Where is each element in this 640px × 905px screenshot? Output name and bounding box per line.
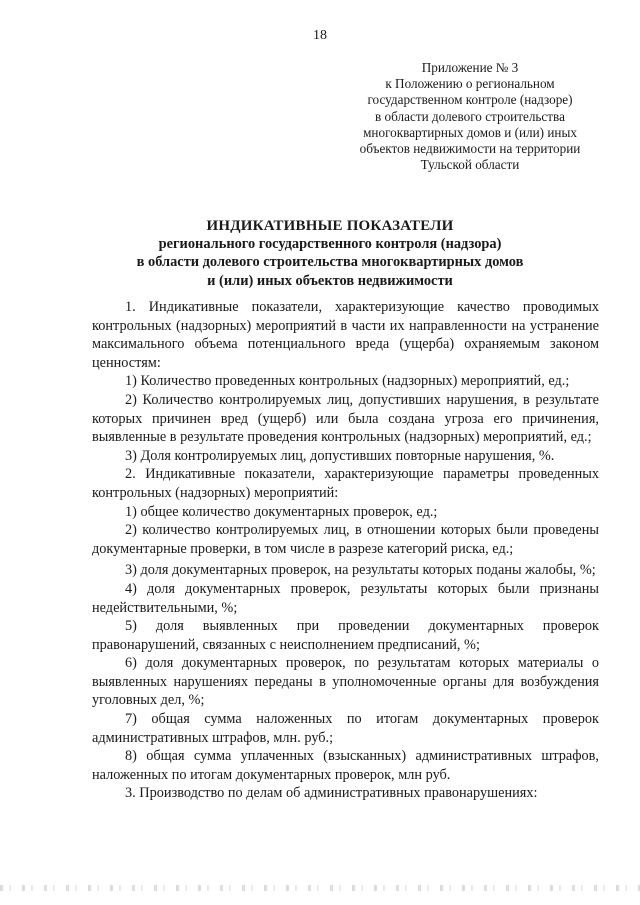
title-main: ИНДИКАТИВНЫЕ ПОКАЗАТЕЛИ [206, 218, 454, 234]
scan-artifact [0, 885, 640, 891]
page-number: 18 [313, 28, 327, 43]
section-2-item: 5) доля выявленных при проведении документарных проверок правонарушений, связанных с неисполнением предписаний, %; [92, 618, 599, 653]
appendix-line: Тульской области [420, 157, 520, 173]
document-title [60, 217, 600, 290]
appendix-line: в области долевого строительства [375, 108, 565, 124]
section-2-item: 8) общая сумма уплаченных (взысканных) административных штрафов, наложенных по итогам документарных проверок, млн руб. [92, 748, 599, 783]
section-2-item: 6) доля документарных проверок, по результатам которых материалы о выявленных нарушениях переданы в уполномоченные органы для возбуждения уголовных дел, %; [92, 655, 599, 709]
section-2-item: 3) доля документарных проверок, на результаты которых поданы жалобы, %; [125, 562, 596, 579]
appendix-line: к Положению о региональном [385, 76, 555, 92]
section-3-intro: 3. Производство по делам об административных правонарушениях: [125, 785, 538, 802]
section-1-intro: 1. Индикативные показатели, характеризующие качество проводимых контрольных (надзорных) мероприятий в части их направленности на устранение максимального объема потенциального вреда (ущерба) охраняемым законом ценностям: [92, 299, 599, 371]
section-2-item: 4) доля документарных проверок, результаты которых были признаны недействительными, %; [92, 580, 599, 616]
appendix-line: государственном контроле (надзоре) [367, 92, 573, 108]
document-body [92, 298, 599, 803]
section-2-item: 7) общая сумма наложенных по итогам документарных проверок административных штрафов, млн. руб.; [92, 711, 599, 746]
section-1-item: 3) Доля контролируемых лиц, допустивших повторные нарушения, %. [125, 447, 555, 464]
appendix-header [340, 60, 600, 173]
appendix-line: Приложение № 3 [421, 60, 519, 75]
section-2-intro: 2. Индикативные показатели, характеризующие параметры проведенных контрольных (надзорных) мероприятий: [92, 466, 599, 501]
section-2-item: 1) общее количество документарных проверок, ед.; [125, 503, 438, 520]
title-sub-line: и (или) иных объектов недвижимости [207, 272, 453, 289]
title-sub-line: регионального государственного контроля (надзора) [158, 236, 502, 253]
section-2-item: 2) количество контролируемых лиц, в отношении которых были проведены документарные проверки, в том числе в разрезе категорий риска, ед.; [92, 522, 599, 557]
section-1-item: 1) Количество проведенных контрольных (надзорных) мероприятий, ед.; [125, 373, 570, 390]
title-sub-line: в области долевого строительства многоквартирных домов [136, 254, 524, 271]
appendix-line: объектов недвижимости на территории [359, 141, 581, 157]
section-1-item: 2) Количество контролируемых лиц, допустивших нарушения, в результате которых причинен вред (ущерб) или была создана угроза его причинения, выявленные в результате проведения контрольных (надзорных) мероприятий, ед.; [92, 391, 599, 446]
appendix-line: многоквартирных домов и (или) иных [363, 124, 577, 140]
